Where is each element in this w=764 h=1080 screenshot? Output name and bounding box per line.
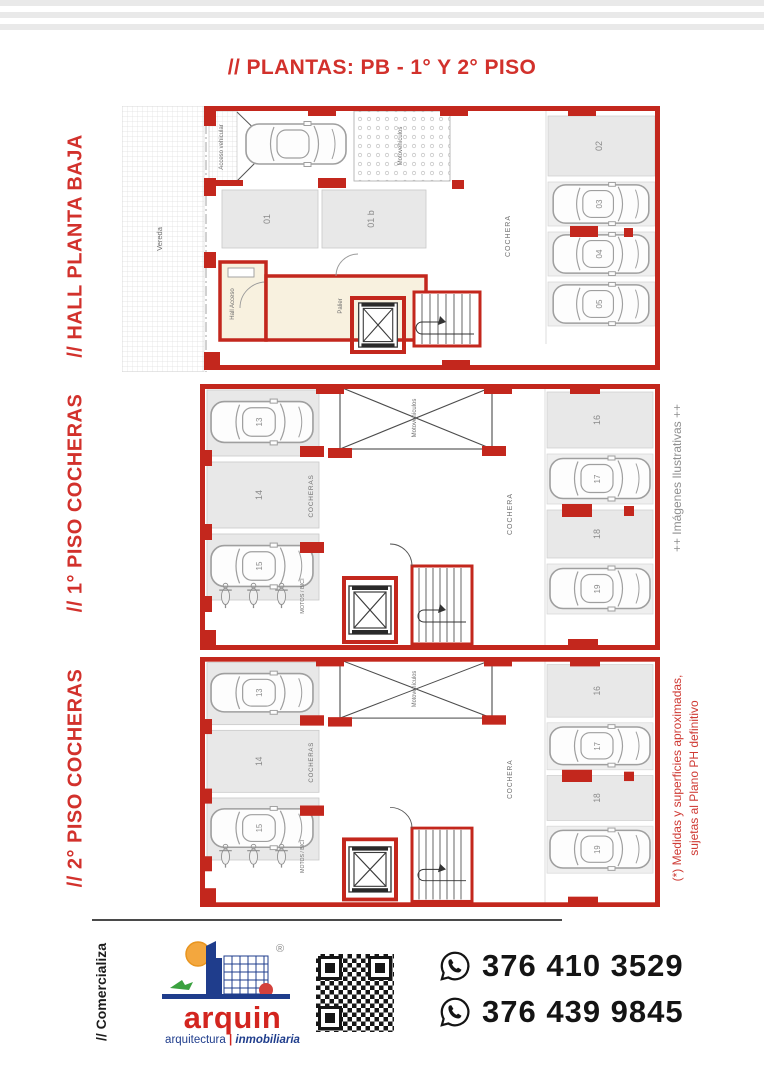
elevator	[344, 578, 396, 642]
svg-text:Motovehículos: Motovehículos	[398, 126, 404, 166]
svg-text:Acceso vehicular: Acceso vehicular	[219, 124, 225, 170]
top-decorative-stripes	[0, 0, 764, 34]
parking-stall-14	[207, 730, 319, 792]
parking-stall-17	[547, 723, 653, 770]
svg-text:04: 04	[595, 249, 604, 259]
svg-text:16: 16	[591, 686, 603, 696]
parking-stall-02	[548, 116, 655, 176]
whatsapp-icon	[438, 995, 472, 1029]
svg-text:17: 17	[593, 474, 602, 484]
svg-text:13: 13	[254, 688, 265, 697]
phone-row-2	[438, 994, 684, 1030]
brand-sub-bar: |	[228, 1034, 233, 1046]
note-measures-line1: (*) Medidas y superficies aproximadas,	[670, 674, 685, 882]
arquin-logo-mark	[140, 938, 325, 1000]
staircase	[390, 807, 472, 901]
svg-text:15: 15	[254, 823, 265, 833]
parking-stall-01b	[322, 190, 426, 248]
bird-icon	[170, 980, 193, 990]
svg-text:05: 05	[595, 299, 604, 309]
note-measures-line2: sujetas al Plano PH definitivo	[687, 700, 701, 856]
note-measures-disclaimer	[669, 675, 703, 882]
parking-stall-04	[548, 232, 655, 276]
svg-text:13: 13	[255, 417, 264, 427]
parking-stall-01	[222, 190, 318, 248]
svg-text:03: 03	[595, 199, 604, 209]
motovehiculos-area	[340, 387, 492, 449]
cochera-label: COCHERA	[507, 492, 514, 536]
motovehiculos-area	[340, 660, 492, 718]
parking-stall-03	[548, 182, 655, 226]
brand-name: arquin	[183, 1000, 282, 1035]
svg-text:01: 01	[262, 213, 272, 225]
phone-number-1: 376 410 3529	[482, 948, 684, 983]
svg-text:02: 02	[594, 140, 604, 152]
phone-row-1	[438, 948, 684, 984]
svg-text:Vereda: Vereda	[155, 227, 164, 251]
section-label-planta-baja: // HALL PLANTA BAJA	[64, 134, 87, 358]
parking-stall-18	[547, 510, 653, 558]
ground-bar	[162, 994, 290, 999]
svg-text:14: 14	[254, 489, 264, 501]
section-label-2-piso: // 2° PISO COCHERAS	[64, 668, 87, 888]
elevator	[344, 839, 396, 899]
page-title: // PLANTAS: PB - 1° Y 2° PISO	[227, 56, 537, 79]
svg-text:15: 15	[255, 561, 264, 571]
svg-text:01 b: 01 b	[366, 210, 376, 228]
motovehiculos-area	[354, 111, 450, 181]
svg-text:Hall Acceso: Hall Acceso	[230, 288, 236, 320]
tower-shape	[206, 941, 222, 994]
svg-text:MOTOS / BICI: MOTOS / BICI	[300, 578, 306, 614]
elevator	[352, 298, 404, 352]
cochera-label: COCHERA	[506, 759, 515, 799]
staircase	[390, 544, 472, 644]
svg-text:MOTOS / BICI: MOTOS / BICI	[299, 839, 307, 873]
parking-stall-17	[547, 454, 653, 504]
svg-text:Motovehículos: Motovehículos	[411, 670, 419, 708]
floorplan-1-piso	[200, 384, 660, 650]
parking-stall-14	[207, 462, 319, 528]
parking-stall-05	[548, 282, 655, 326]
svg-text:Motovehículos: Motovehículos	[412, 398, 418, 438]
svg-text:19: 19	[592, 845, 603, 854]
footer-divider	[92, 919, 562, 921]
registered-mark: ®	[276, 943, 285, 955]
comercializa-label: // Comercializa	[93, 942, 109, 1042]
qr-code	[314, 952, 396, 1034]
brand-subtitle	[140, 1034, 325, 1046]
note-illustrative-images: ++ Imágenes Ilustrativas ++	[670, 403, 684, 553]
parking-stall-16	[547, 665, 653, 718]
svg-text:18: 18	[592, 528, 602, 540]
cochera-label: COCHERA	[505, 214, 512, 258]
svg-text:17: 17	[592, 742, 603, 751]
car-entrance	[246, 122, 346, 167]
floorplan-2-piso	[200, 657, 660, 907]
svg-text:18: 18	[591, 793, 603, 803]
brand-sub-inmobiliaria: inmobiliaria	[235, 1034, 300, 1046]
parking-stall-18	[547, 775, 653, 820]
svg-text:19: 19	[593, 584, 602, 594]
staircase	[414, 292, 480, 346]
cocheras-label: COCHERAS	[307, 741, 316, 783]
svg-text:Palier: Palier	[338, 298, 344, 314]
svg-text:14: 14	[253, 756, 265, 767]
cocheras-label: COCHERAS	[308, 474, 315, 518]
parking-stall-19	[547, 826, 653, 873]
section-label-1-piso: // 1° PISO COCHERAS	[64, 393, 87, 613]
svg-text:16: 16	[592, 414, 602, 426]
hall-acceso-room	[220, 262, 266, 340]
parking-stall-19	[547, 564, 653, 614]
whatsapp-icon	[438, 949, 472, 983]
parking-stall-16	[547, 392, 653, 448]
arquin-logo	[140, 938, 325, 1056]
floorplan-planta-baja	[122, 106, 662, 372]
brand-sub-arquitectura: arquitectura	[165, 1034, 226, 1046]
vereda-sidewalk	[122, 106, 206, 372]
phone-number-2: 376 439 9845	[482, 994, 684, 1029]
